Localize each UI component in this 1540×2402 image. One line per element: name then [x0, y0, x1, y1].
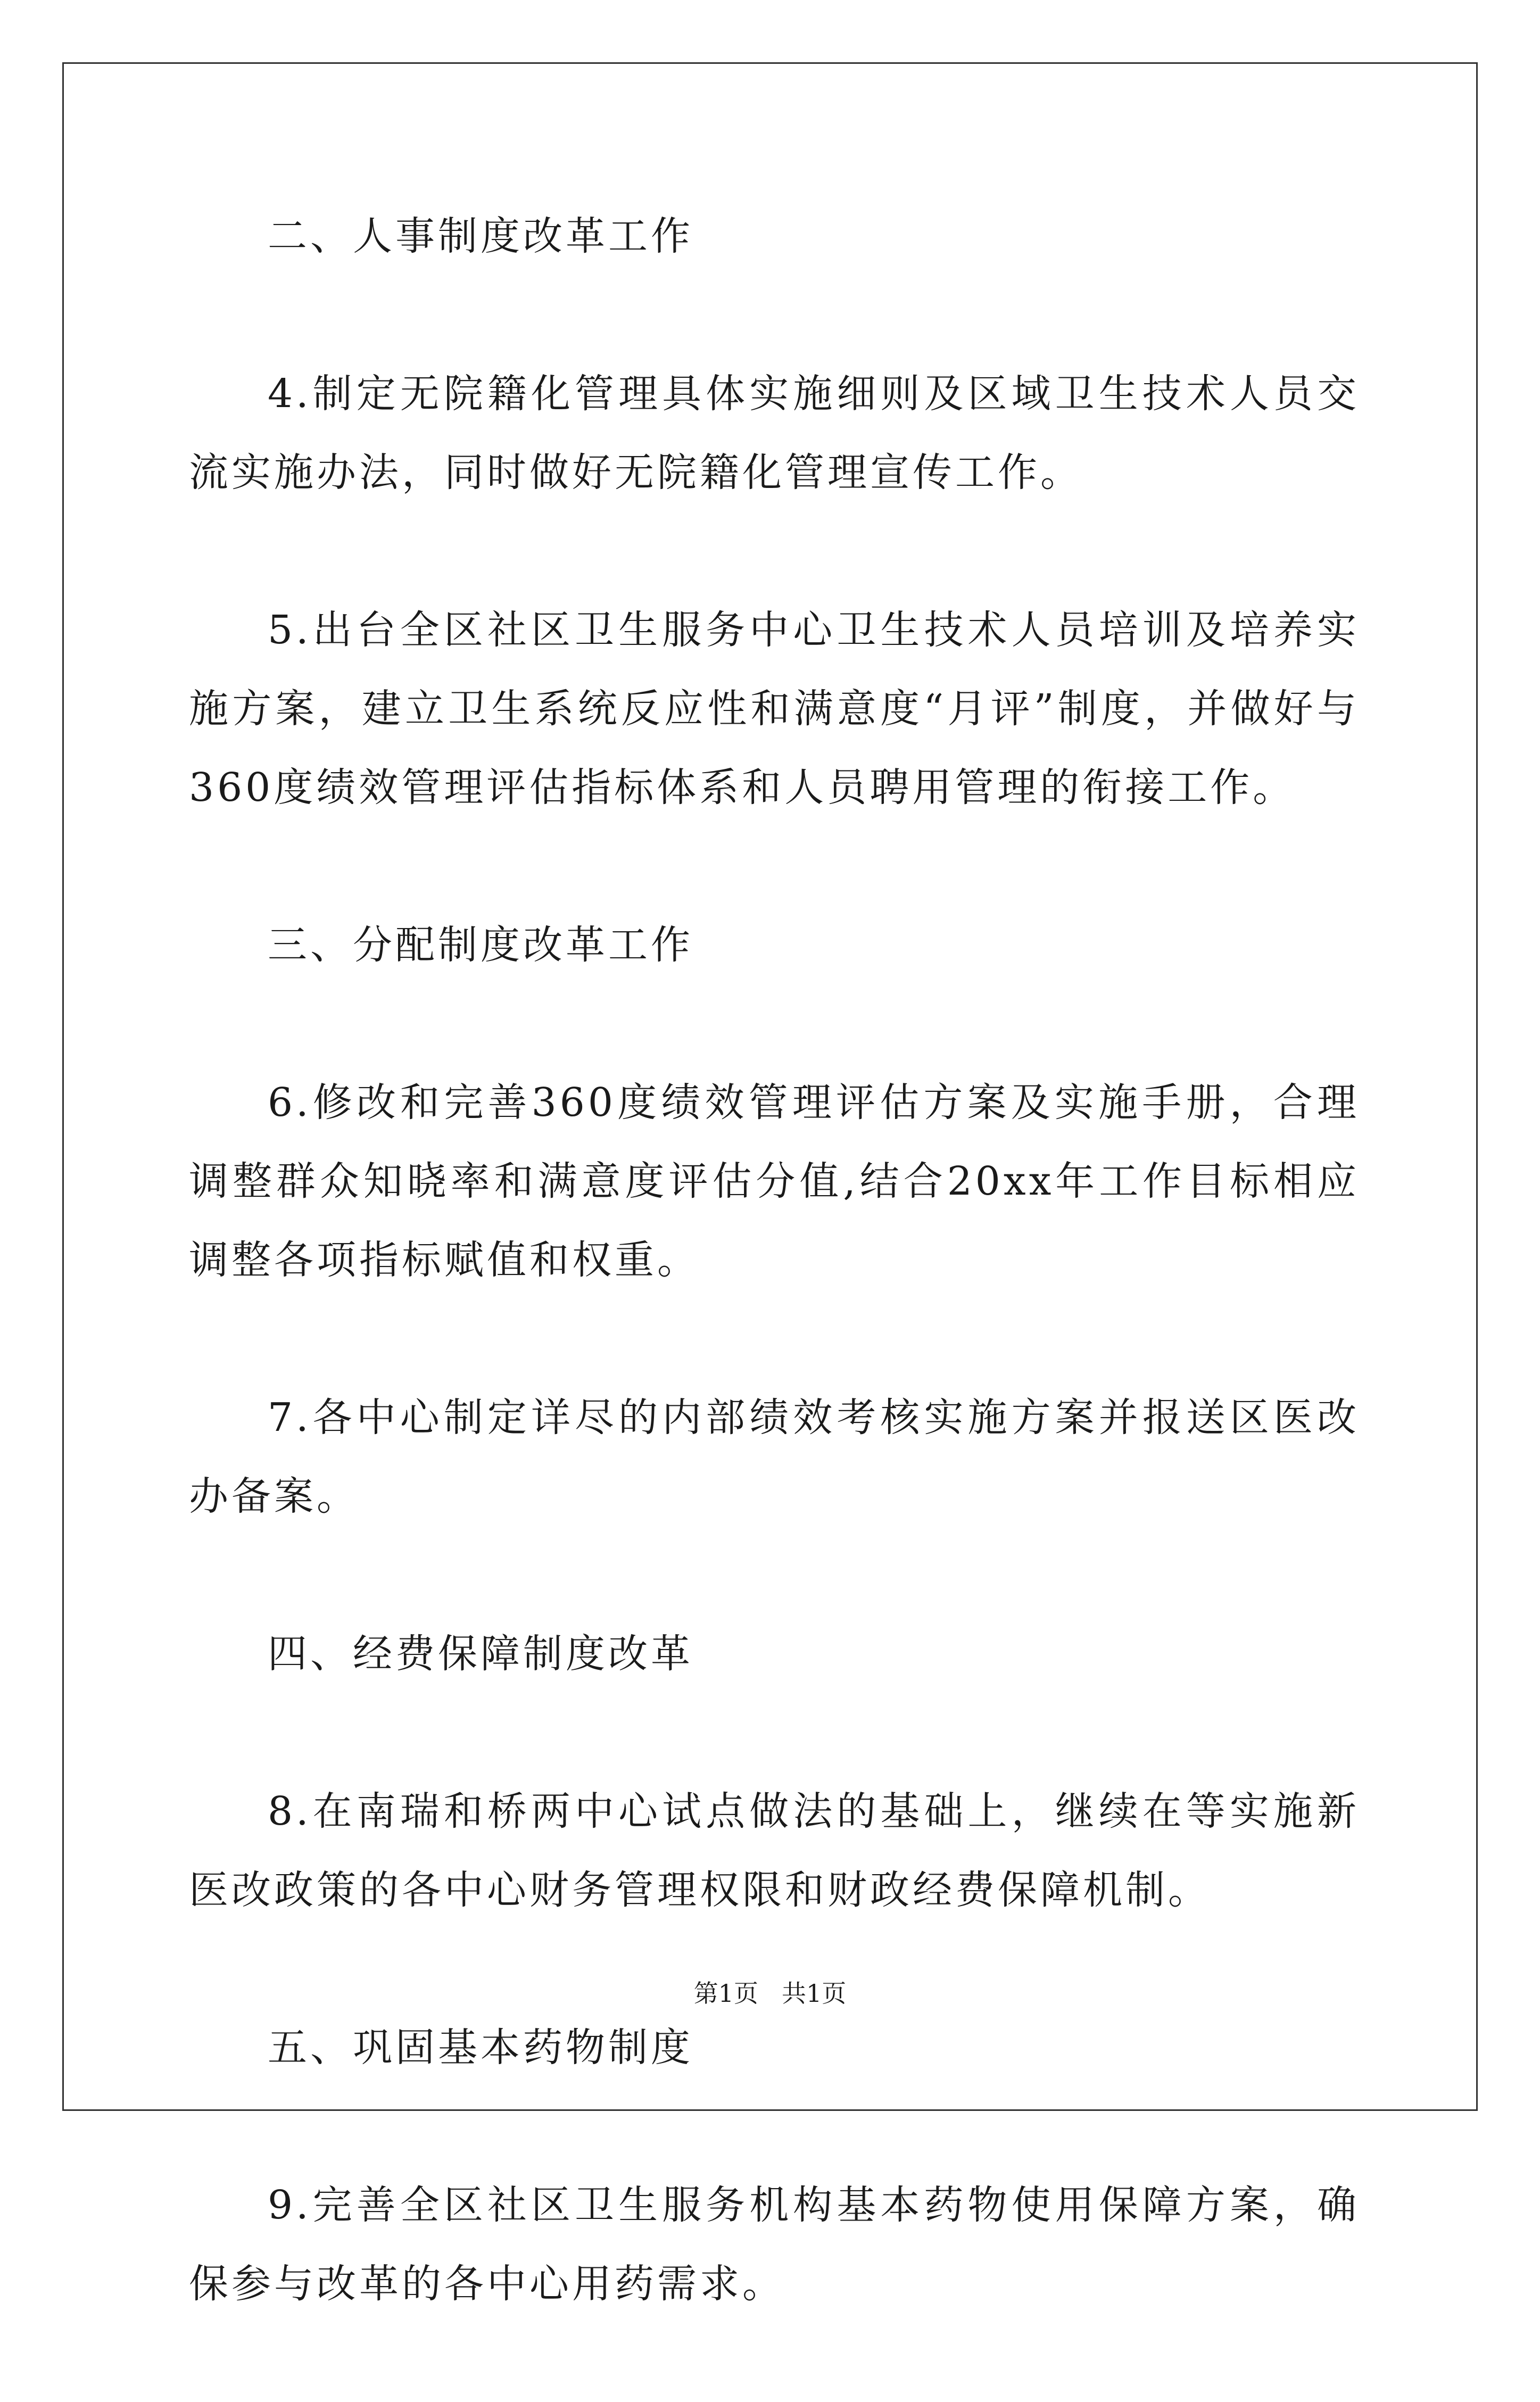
paragraph-item-8: 8.在南瑞和桥两中心试点做法的基础上，继续在等实施新医改政策的各中心财务管理权限和财政经费保障机制。 — [189, 1788, 1360, 1913]
page-footer — [0, 1974, 1540, 2009]
section-heading-medicine: 五、巩固基本药物制度 — [268, 2025, 693, 2070]
page-number: 第1页 — [693, 1979, 759, 2008]
total-pages: 共1页 — [781, 1979, 847, 2008]
section-heading-distribution: 三、分配制度改革工作 — [268, 922, 693, 968]
document-body — [189, 197, 1360, 2402]
paragraph-item-5: 5.出台全区社区卫生服务中心卫生技术人员培训及培养实施方案，建立卫生系统反应性和满意度“月评”制度，并做好与360度绩效管理评估指标体系和人员聘用管理的衔接工作。 — [189, 607, 1360, 810]
section-heading-funding: 四、经费保障制度改革 — [268, 1631, 693, 1677]
paragraph-item-9: 9.完善全区社区卫生服务机构基本药物使用保障方案，确保参与改革的各中心用药需求。 — [189, 2182, 1360, 2307]
paragraph-item-6: 6.修改和完善360度绩效管理评估方案及实施手册，合理调整群众知晓率和满意度评估分值,结合20xx年工作目标相应调整各项指标赋值和权重。 — [189, 1080, 1360, 1283]
paragraph-item-4: 4.制定无院籍化管理具体实施细则及区域卫生技术人员交流实施办法，同时做好无院籍化管理宣传工作。 — [189, 371, 1360, 495]
section-heading-personnel: 二、人事制度改革工作 — [268, 213, 693, 259]
paragraph-item-7: 7.各中心制定详尽的内部绩效考核实施方案并报送区医改办备案。 — [189, 1395, 1360, 1519]
